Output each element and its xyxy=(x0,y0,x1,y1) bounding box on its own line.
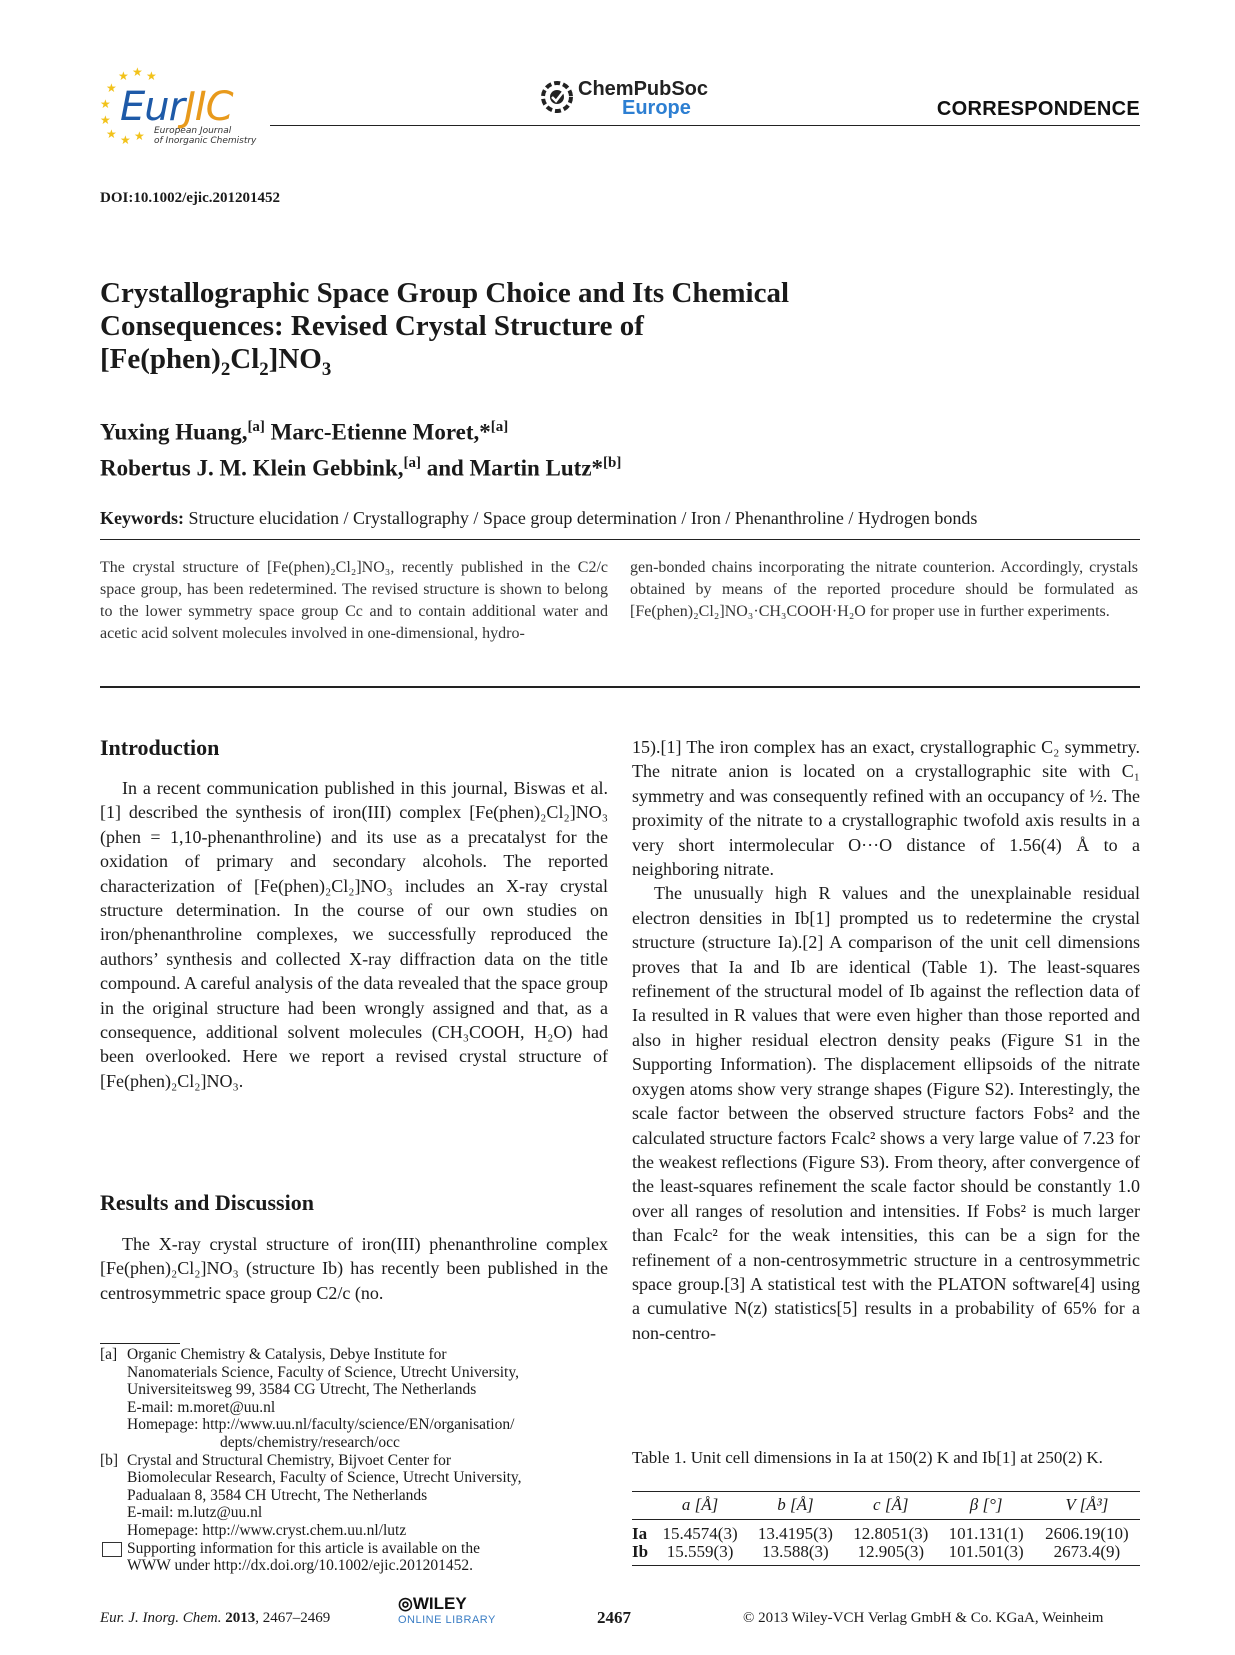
table-cell: 101.131(1) xyxy=(948,1524,1024,1543)
star-icon: ★ xyxy=(100,113,111,127)
header-rule xyxy=(270,125,1140,126)
table-cell: 12.8051(3) xyxy=(853,1524,929,1543)
introduction-heading: Introduction xyxy=(100,735,220,760)
star-icon: ★ xyxy=(118,69,129,83)
results-paragraph: The X-ray crystal structure of iron(III) phenanthroline complex [Fe(phen)₂Cl₂]NO₃ (structure Ib) has recently been published in the centrosymmetric space group C2/c (no. xyxy=(100,1234,608,1303)
homepage-link-continued[interactable]: depts/chemistry/research/occ xyxy=(220,1433,400,1451)
table-cell: 2606.19(10) xyxy=(1045,1524,1129,1543)
copyright: © 2013 Wiley-VCH Verlag GmbH & Co. KGaA, Weinheim xyxy=(743,1610,1104,1626)
affiliation-b: [b] Crystal and Structural Chemistry, Bijvoet Center for Biomolecular Research, Faculty of Science, Utrecht University, Padualaan 8, 3584 CH Utrecht, The Netherlands E-mail: m.lutz@uu.nl Homepage: http://www.cryst.chem.uu.nl/lutz xyxy=(100,1452,608,1540)
table-caption: Table 1. Unit cell dimensions in Ia at 150(2) K and Ib[1] at 250(2) K. xyxy=(632,1448,1103,1467)
page-number: 2467 xyxy=(597,1608,631,1627)
journal-citation: Eur. J. Inorg. Chem. 2013, 2467–2469 xyxy=(100,1610,331,1626)
right-column-text: 15).[1] The iron complex has an exact, crystallographic C₂ symmetry. The nitrate anion is located on a crystallographic site with C₁ symmetry and was consequently refined with an occupancy of ½. The proximity of the nitrate to a crystallographic twofold axis results in a very short intermolecular O···O distance of 1.56(4) Å to a neighboring nitrate. The unusually high R values and the unexplainable residual electron densities in Ib[1] prompted us to redetermine the crystal structure (structure Ia).[2] A comparison of the unit cell dimensions proves that Ia and Ib are identical (Table 1). The least-squares refinement of the structural model of Ib against the reflection data of Ia resulted in R values that were even higher than those reported and also in higher residual electron density peaks (Figure S1 in the Supporting Information). The displacement ellipsoids of the nitrate oxygen atoms show very strange shapes (Figure S2). Interestingly, the scale factor between the observed structure factors Fobs² and the calculated structure factors Fcalc² shows a very large value of 7.23 for the weakest reflections (Figure S3). From theory, after convergence of the least-squares refinement the scale factor should be constantly 1.0 over all ranges of resolution and intensities. If Fobs² is much larger than Fcalc² for the weak intensities, this can be a sign for the refinement of a non-centrosymmetric structure in a centrosymmetric space group.[3] A statistical test with the PLATON software[4] using a cumulative N(z) statistics[5] results in a probability of 65% for a non-centro- xyxy=(632,737,1140,1343)
table-cell: 13.588(3) xyxy=(748,1543,843,1566)
star-icon: ★ xyxy=(134,129,145,143)
publisher-emblem-icon xyxy=(540,80,574,114)
section-label: CORRESPONDENCE xyxy=(936,98,1140,120)
footnote-rule xyxy=(100,1343,180,1344)
table-cell: Ia xyxy=(632,1524,648,1543)
homepage-link[interactable]: Homepage: http://www.cryst.chem.uu.nl/lutz xyxy=(127,1521,407,1539)
email-link[interactable]: E-mail: m.moret@uu.nl xyxy=(127,1398,276,1416)
table-cell: 12.905(3) xyxy=(843,1543,938,1566)
table-cell: 101.501(3) xyxy=(938,1543,1033,1566)
table-header: c [Å] xyxy=(843,1492,938,1520)
keywords: Keywords: Structure elucidation / Crystallography / Space group determination / Iron / Phenanthroline / Hydrogen bonds xyxy=(100,508,978,528)
logo-subtitle: European Journal of Inorganic Chemistry xyxy=(154,126,257,146)
star-icon: ★ xyxy=(146,69,157,83)
table-cell: 15.4574(3) xyxy=(662,1524,738,1543)
table-header-row xyxy=(632,1492,1140,1520)
abstract-rule xyxy=(100,686,1140,688)
star-icon: ★ xyxy=(132,65,143,79)
journal-logo xyxy=(98,65,288,148)
supporting-info-note: Supporting information for this article is available on the WWW under http://dx.doi.org/10.1002/ejic.201201452. xyxy=(100,1540,608,1575)
abstract-left: The crystal structure of [Fe(phen)₂Cl₂]NO₃, recently published in the C2/c space group, has been redetermined. The revised structure is shown to belong to the lower symmetry space group Cc and to contain additional water and acetic acid solvent molecules involved in one-dimensional, hydro- xyxy=(100,559,608,642)
star-icon: ★ xyxy=(120,133,131,147)
abstract-right: gen-bonded chains incorporating the nitrate counterion. Accordingly, crystals obtained by means of the reported procedure should be formulated as [Fe(phen)₂Cl₂]NO₃·CH₃COOH·H₂O for proper use in further experiments. xyxy=(630,559,1138,620)
affiliation-footnotes xyxy=(100,1346,608,1575)
introduction-paragraph: In a recent communication published in this journal, Biswas et al.[1] described the synthesis of iron(III) complex [Fe(phen)₂Cl₂]NO₃ (phen = 1,10-phenanthroline) and its use as a precatalyst for the oxidation of primary and secondary alcohols. The reported characterization of [Fe(phen)₂Cl₂]NO₃ includes an X-ray crystal structure determination. In the course of our own studies on iron/phenanthroline complexes, we successfully reproduced the authors’ synthesis and collected X-ray diffraction data on the title compound. A careful analysis of the data revealed that the space group in the original structure had been wrongly assigned and that, as a consequence, additional solvent molecules (CH₃COOH, H₂O) had been overlooked. Here we report a revised crystal structure of [Fe(phen)₂Cl₂]NO₃. xyxy=(100,778,608,1091)
table-cell: 15.559(3) xyxy=(652,1543,747,1566)
table-row xyxy=(632,1543,1140,1566)
table-header: a [Å] xyxy=(652,1492,747,1520)
table-header: β [°] xyxy=(938,1492,1033,1520)
logo-wordmark: EurJIC xyxy=(120,84,233,130)
table-cell: 2673.4(9) xyxy=(1034,1543,1140,1566)
star-icon: ★ xyxy=(106,127,117,141)
table-row xyxy=(632,1520,1140,1544)
star-icon: ★ xyxy=(106,81,117,95)
article-title: Crystallographic Space Group Choice and Its Chemical Consequences: Revised Crystal Structure of $[Fe(phen)_2Cl_2]NO_3$ xyxy=(100,277,790,380)
homepage-link[interactable]: Homepage: http://www.uu.nl/faculty/science/EN/organisation/ xyxy=(127,1416,515,1434)
publisher-region: Europe xyxy=(622,97,691,119)
email-link[interactable]: E-mail: m.lutz@uu.nl xyxy=(127,1504,263,1522)
keywords-rule xyxy=(100,539,1140,540)
author-list: Yuxing Huang,[a] Marc-Etienne Moret,*[a] Robertus J. M. Klein Gebbink,[a] and Martin Lutz*[b] xyxy=(100,419,622,481)
publisher-name: ChemPubSoc xyxy=(578,78,709,100)
affiliation-a: [a] Organic Chemistry & Catalysis, Debye Institute for Nanomaterials Science, Faculty of Science, Utrecht University, Universiteitsweg 99, 3584 CG Utrecht, The Netherlands E-mail: m.moret@uu.nl Homepage: http://www.uu.nl/faculty/science/EN/organisation/ depts/chemistry/research/occ xyxy=(100,1346,608,1452)
unit-cell-table xyxy=(632,1491,1140,1566)
computer-icon xyxy=(102,1542,122,1557)
table-header xyxy=(632,1492,652,1520)
table-header: V [Å³] xyxy=(1034,1492,1140,1520)
star-icon: ★ xyxy=(100,97,111,111)
table-cell: 13.4195(3) xyxy=(757,1524,833,1543)
table-cell: Ib xyxy=(632,1543,652,1566)
supporting-info-link[interactable]: WWW under http://dx.doi.org/10.1002/ejic.201201452. xyxy=(127,1557,473,1575)
wiley-logo[interactable]: ◎WILEY ONLINE LIBRARY xyxy=(398,1594,496,1626)
results-heading: Results and Discussion xyxy=(100,1190,314,1215)
doi[interactable]: DOI:10.1002/ejic.201201452 xyxy=(100,190,280,206)
table-header: b [Å] xyxy=(748,1492,843,1520)
